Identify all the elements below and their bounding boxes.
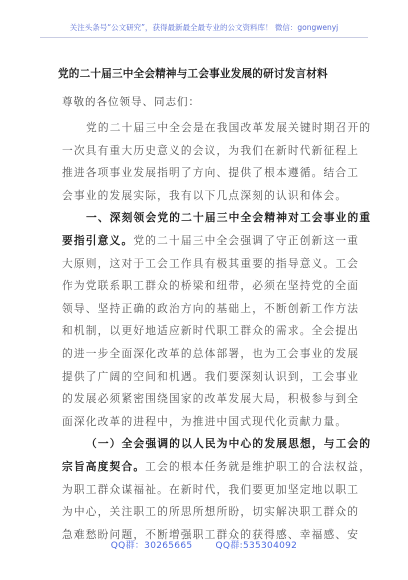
paragraph-text: 的进一步全面深化改革的总体部署，也为工会事业的发展 xyxy=(62,347,360,360)
paragraph-text: 领导、坚持正确的政治方向的基础上，不断创新工作方法 xyxy=(62,301,360,315)
paragraph-text: 的发展必须紧密围绕国家的改革发展大局，积极参与到全 xyxy=(62,392,360,406)
body-line xyxy=(62,460,371,474)
body-line xyxy=(62,189,347,203)
paragraph-text: 大原则，这对于工会工作具有极其重要的指导意义。工会 xyxy=(62,256,360,270)
paragraph-text: 工会的根本任务就是维护职工的合法权益， xyxy=(145,460,372,473)
body-line xyxy=(62,347,359,361)
body-line xyxy=(62,279,359,293)
heading-text: 一、深刻领会党的二十届三中全会精神对工会事业的重 xyxy=(86,211,372,225)
body-line xyxy=(86,437,371,451)
body-line xyxy=(62,483,359,497)
paragraph-text: 推进各项事业发展指明了方向、提供了根本遵循。结合工 xyxy=(62,166,360,180)
paragraph-text: 作为党联系职工群众的桥梁和纽带，必须在坚持党的全面 xyxy=(62,279,360,293)
paragraph-text: 面深化改革的进程中，为推进中国式现代化贡献力量。 xyxy=(62,414,348,428)
footer-qq-group-1: QQ群：30265665 xyxy=(110,541,193,551)
heading-text: 宗旨高度契合。 xyxy=(62,460,146,473)
body-line xyxy=(62,166,359,180)
paragraph-text: 党的二十届三中全会是在我国改革发展关键时期召开的 xyxy=(86,121,372,134)
body-line xyxy=(62,257,359,271)
footer-qq-group-2: QQ群:535304092 xyxy=(215,541,298,551)
body-line xyxy=(86,211,371,225)
body-line xyxy=(62,415,347,429)
body-line xyxy=(62,505,359,519)
body-line xyxy=(62,324,359,338)
paragraph-text: 为职工群众谋福祉。在新时代，我们要更加坚定地以职工 xyxy=(62,482,360,496)
body-line xyxy=(62,144,359,158)
body-line xyxy=(62,370,359,384)
paragraph-text: 会事业的发展实际，我有以下几点深刻的认识和体会。 xyxy=(62,188,348,202)
paragraph-text: 和机制，以更好地适应新时代职工群众的需求。全会提出 xyxy=(62,324,360,338)
paragraph-text: 急难愁盼问题，不断增强职工群众的获得感、幸福感、安 xyxy=(62,527,360,541)
paragraph-text: 一次具有重大历史意义的会议，为我们在新时代新征程上 xyxy=(62,143,360,157)
body-line xyxy=(86,121,371,135)
heading-text: （一）全会强调的以人民为中心的发展思想，与工会的 xyxy=(86,437,372,451)
body-line xyxy=(62,234,359,248)
promo-header: 关注头条号“公文研究”，获得最新最全最专业的公文资料库！ 微信：gongwenyj xyxy=(40,22,368,38)
body-line xyxy=(62,392,359,406)
heading-text: 要指引意义。 xyxy=(62,234,134,247)
document-title: 党的二十届三中全会精神与工会事业发展的研讨发言材料 xyxy=(58,68,328,80)
paragraph-text: 提供了广阔的空间和机遇。我们要深刻认识到，工会事业 xyxy=(62,369,360,383)
paragraph-text: 党的二十届三中全会强调了守正创新这一重 xyxy=(133,234,360,247)
salutation: 尊敬的各位领导、同志们： xyxy=(62,96,200,108)
body-line xyxy=(62,302,359,316)
footer xyxy=(0,538,408,551)
paragraph-text: 为中心，关注职工的所思所想所盼，切实解决职工群众的 xyxy=(62,505,360,519)
